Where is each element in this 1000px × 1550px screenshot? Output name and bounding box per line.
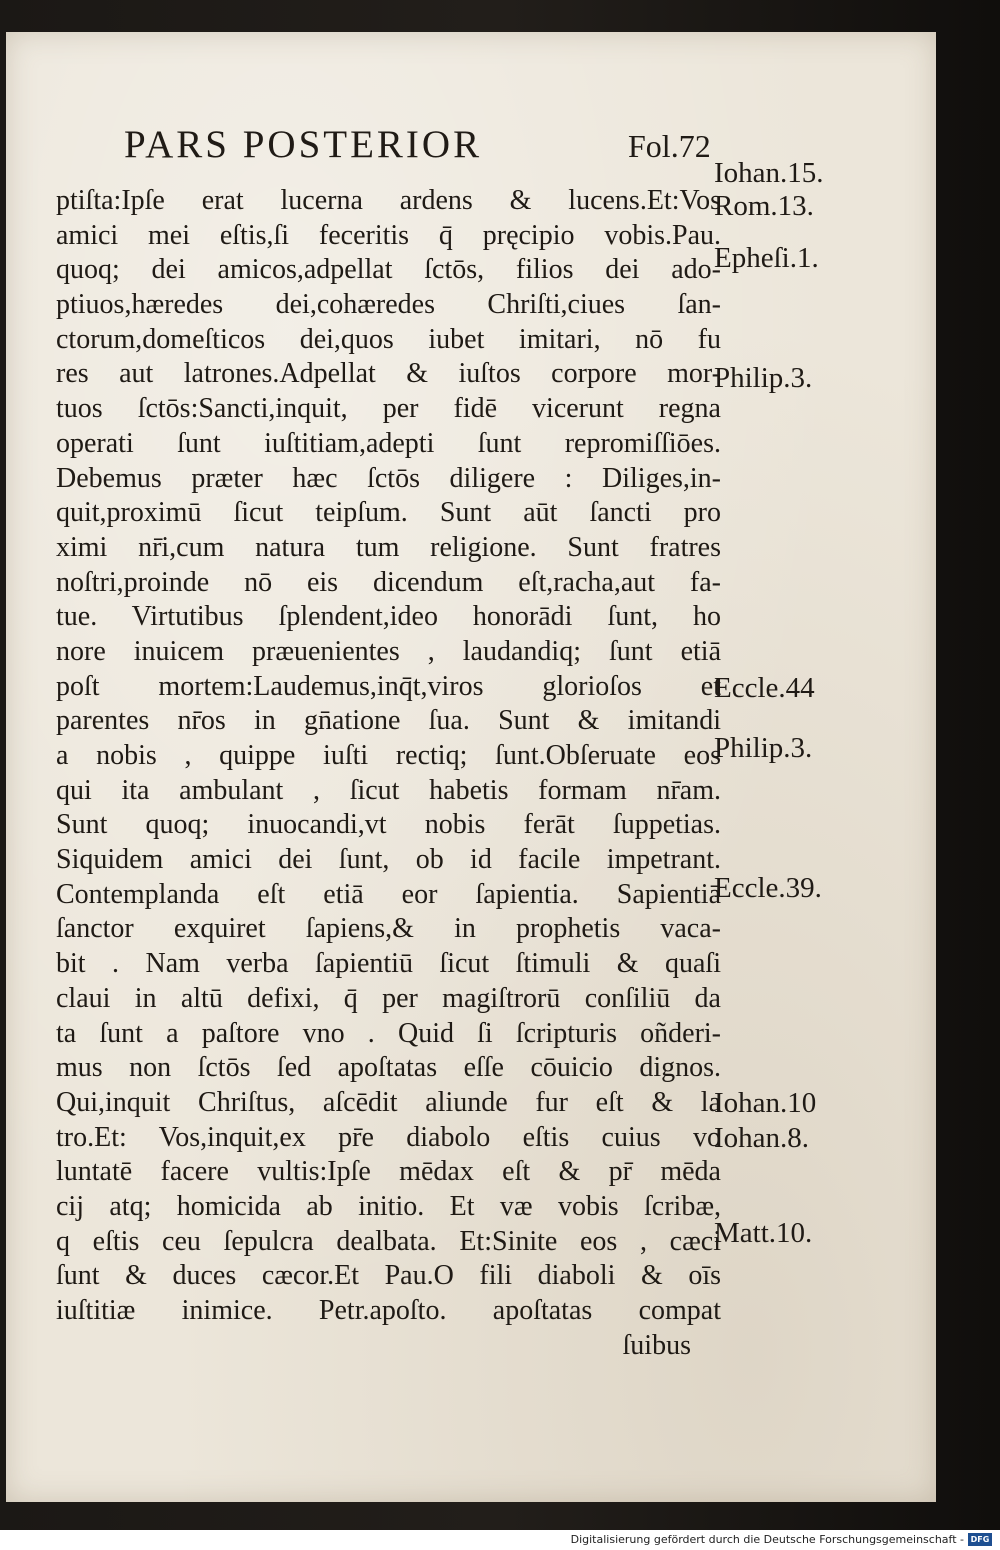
marginal-reference: Epheſi.1. [714, 242, 819, 274]
text-line: quit,proximū ſicut teipſum. Sunt aūt ſancti pro [56, 497, 721, 529]
text-line: Sunt quoq; inuocandi,vt nobis ferāt ſuppetias. [56, 809, 721, 841]
text-line: Qui,inquit Chriſtus, aſcēdit aliunde fur eſt & la [56, 1086, 721, 1118]
text-line: iuſtitiæ inimice. Petr.apoſto. apoſtatas compat [56, 1295, 721, 1326]
running-head: PARS POSTERIOR [124, 123, 483, 166]
funding-credit: Digitalisierung gefördert durch die Deutsche Forschungsgemeinschaft - [570, 1533, 964, 1546]
text-line: claui in altū defixi, q̄ per magiſtrorū conſiliū da [56, 982, 721, 1014]
text-line: bit . Nam verba ſapientiū ſicut ſtimuli & quaſi [56, 948, 721, 980]
text-line: ptiſta:Ipſe erat lucerna ardens & lucens.Et:Vos [56, 185, 721, 216]
text-line: tuos ſctōs:Sancti,inquit, per fidē vicerunt regna [56, 393, 721, 425]
text-line: q eſtis ceu ſepulcra dealbata. Et:Sinite eos , cæci [56, 1225, 721, 1257]
marginal-reference: Iohan.8. [714, 1122, 810, 1154]
text-line: ximi nr̄i,cum natura tum religione. Sunt fratres [56, 531, 721, 563]
book-page [6, 32, 936, 1502]
text-line: parentes nr̄os in gn̄atione ſua. Sunt & imitandi [56, 705, 721, 737]
marginal-reference: Philip.3. [714, 732, 813, 764]
text-line: Debemus præter hæc ſctōs diligere : Diliges,in- [56, 462, 721, 494]
text-line: a nobis , quippe iuſti rectiq; ſunt.Obſeruate eos [56, 740, 721, 771]
text-line: amici mei eſtis,ſi feceritis q̄ pręcipio vobis.Pau. [56, 219, 721, 251]
marginal-reference: Rom.13. [714, 190, 814, 222]
text-line: operati ſunt iuſtitiam,adepti ſunt repromiſſiōes. [56, 427, 721, 459]
main-text-block [56, 184, 721, 1363]
text-line: Contemplanda eſt etiā eor ſapientia. Sapientiā [56, 878, 721, 910]
text-line: res aut latrones.Adpellat & iuſtos corpore mor- [56, 358, 721, 390]
text-line: ptiuos,hæredes dei,cohæredes Chriſti,ciues ſan- [56, 289, 721, 321]
text-line: nore inuicem præuenientes , laudandiq; ſunt etiā [56, 635, 721, 667]
dfg-logo: DFG [968, 1533, 992, 1546]
text-line: mus non ſctōs ſed apoſtatas eſſe cōuicio dignos. [56, 1052, 721, 1084]
text-line: tue. Virtutibus ſplendent,ideo honorādi ſunt, ho [56, 601, 721, 633]
folio-number: Fol.72 [628, 128, 711, 164]
marginal-reference: Matt.10. [714, 1217, 813, 1249]
marginal-reference: Iohan.10 [714, 1087, 817, 1119]
text-line: ſunt & duces cæcor.Et Pau.O fili diaboli & oīs [56, 1260, 721, 1292]
marginal-reference: Iohan.15. [714, 157, 824, 189]
text-line: ta ſunt a paſtore vno . Quid ſi ſcripturis oñderi- [56, 1017, 721, 1049]
text-line: ctorum,domeſticos dei,quos iubet imitari, nō fu [56, 323, 721, 355]
marginal-reference: Eccle.39. [714, 872, 822, 904]
text-line: luntatē facere vultis:Ipſe mēdax eſt & pr̄ mēda [56, 1156, 721, 1188]
text-line: cij atq; homicida ab initio. Et væ vobis ſcribæ, [56, 1190, 721, 1222]
text-line: Siquidem amici dei ſunt, ob id facile impetrant. [56, 844, 721, 876]
text-line: poſt mortem:Laudemus,inq̄t,viros glorioſos et [56, 670, 721, 702]
marginal-reference: Philip.3. [714, 362, 813, 394]
marginal-reference: Eccle.44 [714, 672, 815, 704]
text-line: tro.Et: Vos,inquit,ex pr̄e diabolo eſtis cuius vo [56, 1121, 721, 1153]
text-line: ſanctor exquiret ſapiens,& in prophetis vaca- [56, 913, 721, 945]
text-line: ſuibus [622, 1329, 691, 1361]
text-line: qui ita ambulant , ſicut habetis formam nr̄am. [56, 774, 721, 806]
text-line: quoq; dei amicos,adpellat ſctōs, filios dei ado- [56, 254, 721, 286]
text-line: noſtri,proinde nō eis dicendum eſt,racha,aut fa- [56, 566, 721, 598]
